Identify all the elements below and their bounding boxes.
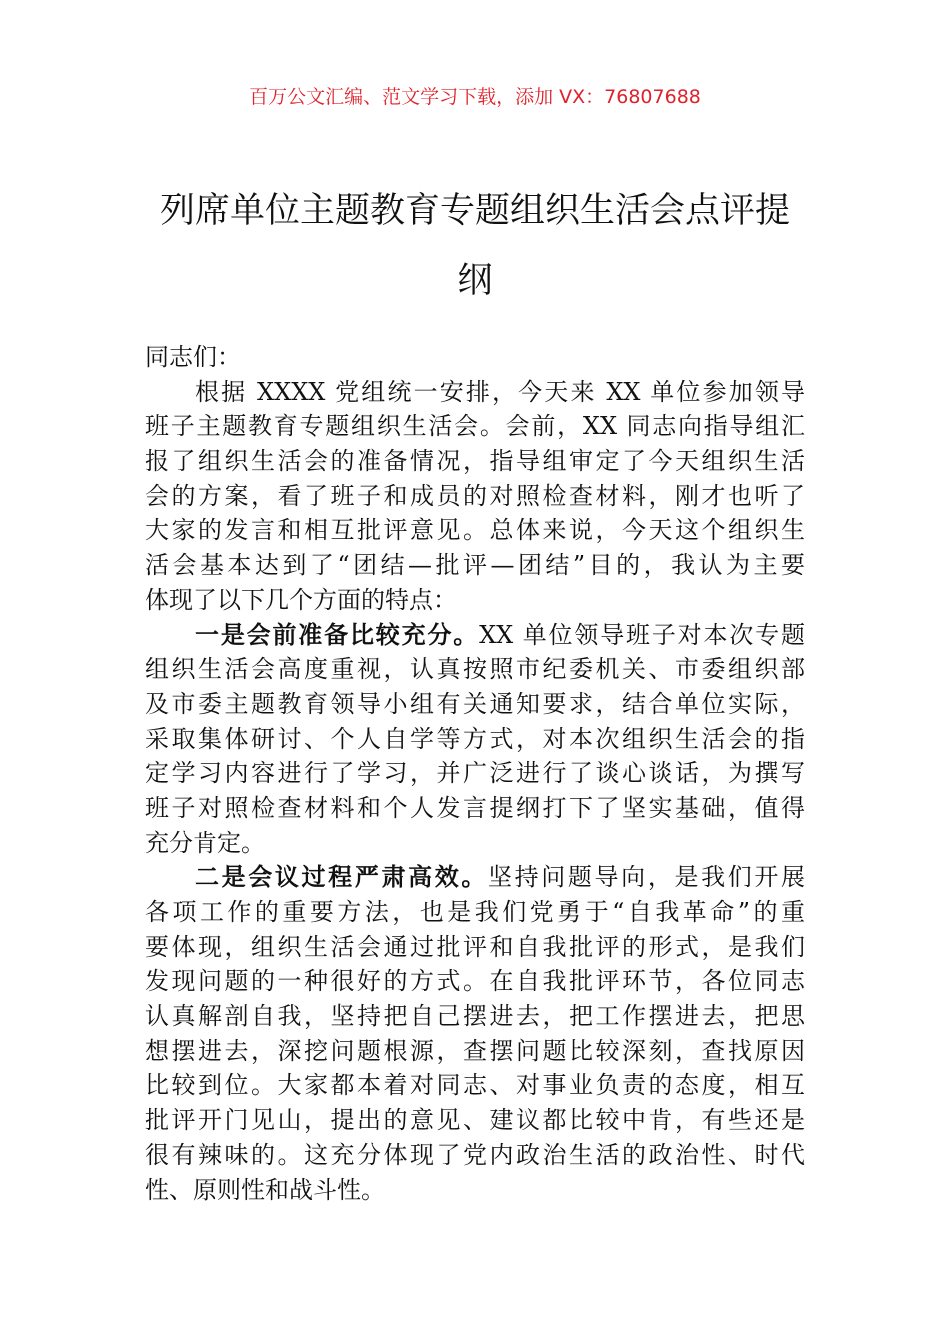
- line-text: 根据 XXXX 党组统一安排，今天来 XX 单位参加领导: [195, 377, 805, 406]
- line-text: 大家的发言和相互批评意见。总体来说，今天这个组织生: [145, 516, 805, 545]
- title-line-2: 纲: [457, 261, 493, 301]
- text-line: [145, 409, 805, 444]
- line-text: 体现了以下几个方面的特点：: [145, 585, 457, 614]
- text-line: [145, 999, 805, 1034]
- line-text: 报了组织生活会的准备情况，指导组审定了今天组织生活: [145, 447, 805, 476]
- line-text: 活会基本达到了“团结—批评—团结”目的，我认为主要: [145, 551, 805, 580]
- text-line: [145, 826, 805, 861]
- text-line: [145, 375, 805, 410]
- title-line-1: 列席单位主题教育专题组织生活会点评提: [159, 191, 790, 231]
- text-line: [145, 722, 805, 757]
- line-text: 班子对照检查材料和个人发言提纲打下了坚实基础，值得: [145, 793, 805, 822]
- line-text: 要体现，组织生活会通过批评和自我批评的形式，是我们: [145, 932, 805, 961]
- text-line: [145, 930, 805, 965]
- line-text: 比较到位。大家都本着对同志、对事业负责的态度，相互: [145, 1071, 805, 1100]
- line-text: 定学习内容进行了学习，并广泛进行了谈心谈话，为撰写: [145, 759, 805, 788]
- text-line: [145, 548, 805, 583]
- text-line: [145, 1034, 805, 1069]
- text-line: [145, 652, 805, 687]
- line-text: 发现问题的一种很好的方式。在自我批评环节，各位同志: [145, 967, 805, 996]
- text-line: [145, 513, 805, 548]
- line-text: 很有辣味的。这充分体现了党内政治生活的政治性、时代: [145, 1140, 805, 1169]
- text-line: [145, 618, 805, 653]
- line-text: 同志们：: [145, 343, 241, 371]
- text-line: [145, 1138, 805, 1173]
- line-text: 采取集体研讨、个人自学等方式，对本次组织生活会的指: [145, 724, 805, 753]
- text-line: [145, 1103, 805, 1138]
- line-text: 想摆进去，深挖问题根源，查摆问题比较深刻，查找原因: [145, 1036, 805, 1065]
- bold-lead: 一是会前准备比较充分。: [195, 619, 480, 649]
- text-line: [145, 1173, 805, 1208]
- text-line: [145, 791, 805, 826]
- line-text: 认真解剖自我，坚持把自己摆进去，把工作摆进去，把思: [145, 1002, 805, 1031]
- document-title: [100, 176, 850, 316]
- text-line: [145, 687, 805, 722]
- line-text: 组织生活会高度重视，认真按照市纪委机关、市委组织部: [145, 655, 805, 684]
- text-line: [145, 895, 805, 930]
- text-line: [145, 1068, 805, 1103]
- line-text: 及市委主题教育领导小组有关通知要求，结合单位实际，: [145, 689, 805, 718]
- text-line: [145, 340, 805, 375]
- text-line: [145, 479, 805, 514]
- line-text: 批评开门见山，提出的意见、建议都比较中肯，有些还是: [145, 1106, 805, 1135]
- text-line: [145, 964, 805, 999]
- line-text: 各项工作的重要方法，也是我们党勇于“自我革命”的重: [145, 898, 805, 926]
- line-text: 性、原则性和战斗性。: [145, 1175, 385, 1204]
- text-line: [145, 756, 805, 791]
- line-text: 坚持问题导向，是我们开展: [488, 863, 805, 892]
- line-text: 充分肯定。: [145, 828, 265, 857]
- bold-lead: 二是会议过程严肃高效。: [195, 862, 488, 892]
- line-text: XX 单位领导班子对本次专题: [479, 620, 805, 649]
- text-line: [145, 860, 805, 895]
- line-text: 会的方案，看了班子和成员的对照检查材料，刚才也听了: [145, 481, 805, 510]
- text-line: [145, 444, 805, 479]
- document-body: [145, 340, 805, 1207]
- text-line: [145, 583, 805, 618]
- line-text: 班子主题教育专题组织生活会。会前，XX 同志向指导组汇: [145, 412, 805, 441]
- download-banner: 百万公文汇编、范文学习下载，添加 VX：76807688: [249, 86, 701, 108]
